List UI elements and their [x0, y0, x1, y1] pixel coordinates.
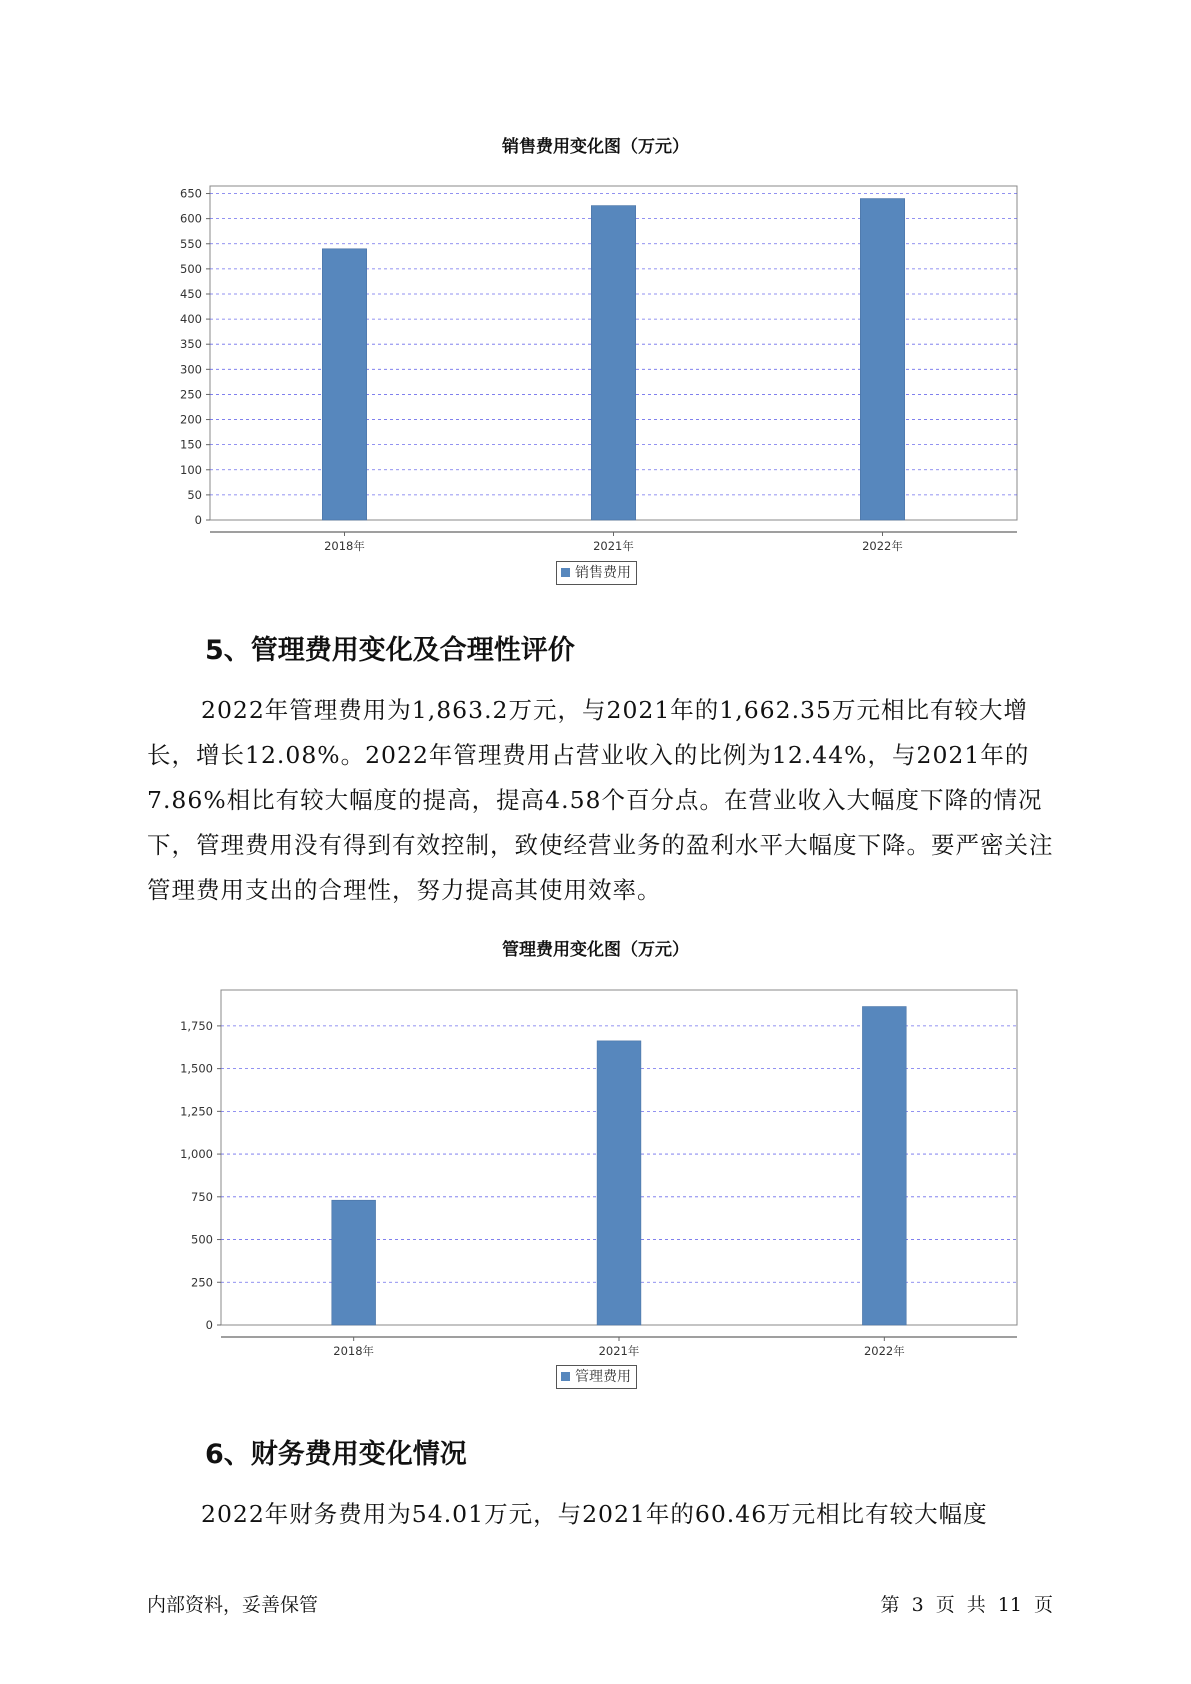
- x-tick-label: 2018年: [333, 1344, 375, 1358]
- y-tick-label: 1,250: [180, 1104, 213, 1119]
- y-tick-label: 550: [180, 236, 202, 251]
- y-tick-label: 250: [191, 1275, 213, 1290]
- legend-label: 管理费用: [575, 1369, 631, 1385]
- bar-1: [322, 249, 366, 520]
- x-tick-label: 2022年: [862, 539, 903, 553]
- management-expense-chart: [0, 975, 1191, 1395]
- legend-swatch: [561, 1372, 570, 1381]
- section6-paragraph: 2022年财务费用为54.01万元，与2021年的60.46万元相比有较大幅度: [201, 1500, 988, 1528]
- section5-heading: 5、管理费用变化及合理性评价: [205, 635, 575, 666]
- y-tick-label: 0: [194, 513, 202, 527]
- bar-2: [597, 1041, 641, 1325]
- sales-chart-title: 销售费用变化图（万元）: [502, 137, 689, 157]
- y-tick-label: 50: [187, 487, 202, 502]
- x-tick-label: 2022年: [863, 1344, 905, 1358]
- legend-swatch: [561, 568, 570, 577]
- y-tick-label: 0: [205, 1318, 213, 1332]
- footer-page-number: 第 3 页 共 11 页: [880, 1594, 1053, 1616]
- x-tick-label: 2021年: [593, 539, 634, 553]
- y-tick-label: 1,000: [180, 1147, 213, 1162]
- y-tick-label: 250: [180, 387, 202, 402]
- y-tick-label: 300: [180, 362, 202, 377]
- y-tick-label: 750: [191, 1189, 213, 1204]
- legend-label: 销售费用: [575, 565, 631, 581]
- bar-1: [332, 1200, 376, 1325]
- sales-expense-chart: [0, 170, 1191, 590]
- y-tick-label: 650: [180, 186, 202, 201]
- section6-heading: 6、财务费用变化情况: [205, 1439, 467, 1470]
- y-tick-label: 150: [180, 437, 202, 452]
- y-tick-label: 100: [180, 462, 202, 477]
- y-tick-label: 350: [180, 337, 202, 352]
- bar-3: [862, 1007, 906, 1325]
- y-tick-label: 200: [180, 412, 202, 427]
- x-tick-label: 2021年: [598, 1344, 640, 1358]
- management-chart-legend: [556, 1365, 637, 1389]
- y-tick-label: 1,750: [180, 1018, 213, 1033]
- section5-paragraph: 2022年管理费用为1,863.2万元，与2021年的1,662.35万元相比有较大增长，增长12.08%。2022年管理费用占营业收入的比例为12.44%，与2021年的7.86%相比有较大幅度的提高，提高4.58个百分点。在营业收入大幅度下降的情况下，管理费用没有得到有效控制，致使经营业务的盈利水平大幅度下降。要严密关注管理费用支出的合理性，努力提高其使用效率。: [147, 696, 1054, 904]
- management-chart-title: 管理费用变化图（万元）: [502, 940, 689, 960]
- sales-chart-legend: [556, 561, 637, 585]
- y-tick-label: 450: [180, 286, 202, 301]
- bar-3: [860, 199, 904, 520]
- footer-confidential: 内部资料，妥善保管: [147, 1594, 319, 1616]
- y-tick-label: 400: [180, 312, 202, 327]
- y-tick-label: 1,500: [180, 1061, 213, 1076]
- x-tick-label: 2018年: [324, 539, 365, 553]
- y-tick-label: 600: [180, 211, 202, 226]
- bar-2: [591, 206, 635, 520]
- y-tick-label: 500: [180, 261, 202, 276]
- y-tick-label: 500: [191, 1232, 213, 1247]
